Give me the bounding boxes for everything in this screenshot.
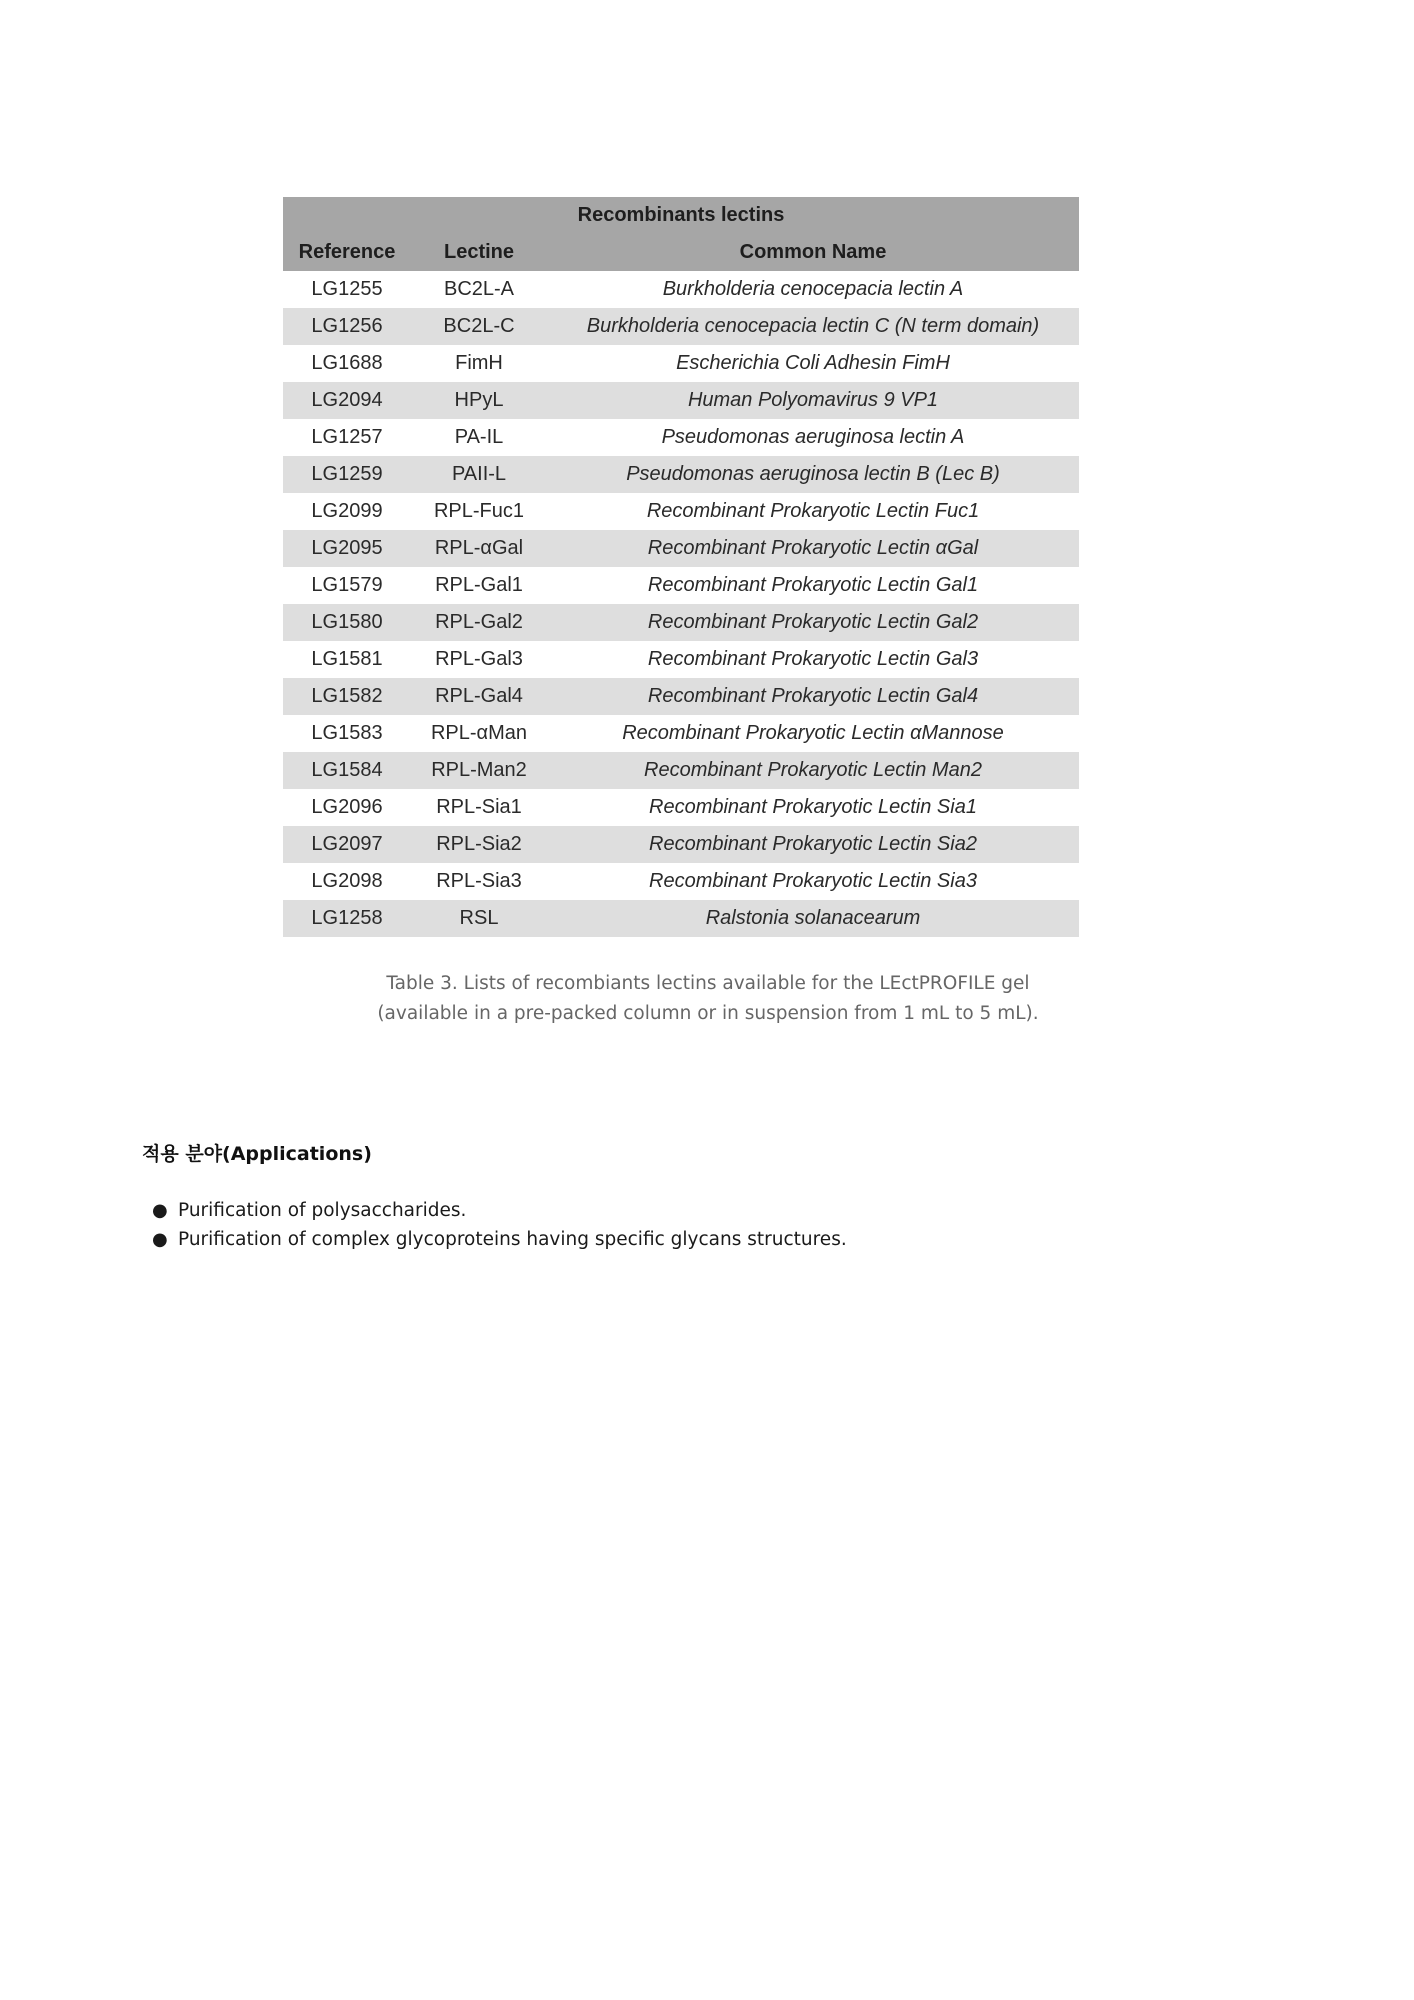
column-header-lectine: Lectine xyxy=(411,234,547,271)
cell-reference: LG1581 xyxy=(283,641,411,678)
cell-lectine: RPL-Gal1 xyxy=(411,567,547,604)
table-row xyxy=(283,271,1079,308)
cell-lectine: RPL-Gal3 xyxy=(411,641,547,678)
cell-reference: LG1258 xyxy=(283,900,411,937)
cell-common-name: Recombinant Prokaryotic Lectin αMannose xyxy=(547,715,1079,752)
cell-reference: LG2094 xyxy=(283,382,411,419)
cell-lectine: RPL-Man2 xyxy=(411,752,547,789)
cell-common-name: Recombinant Prokaryotic Lectin Sia2 xyxy=(547,826,1079,863)
table-body xyxy=(283,271,1079,937)
table-row xyxy=(283,604,1079,641)
table-row xyxy=(283,752,1079,789)
table-row xyxy=(283,567,1079,604)
list-item-text: Purification of polysaccharides. xyxy=(178,1200,467,1221)
table-title-row xyxy=(283,197,1079,234)
table-row xyxy=(283,345,1079,382)
cell-common-name: Recombinant Prokaryotic Lectin Gal2 xyxy=(547,604,1079,641)
table-row xyxy=(283,308,1079,345)
bullet-icon: ● xyxy=(152,1229,168,1250)
cell-reference: LG1257 xyxy=(283,419,411,456)
cell-common-name: Recombinant Prokaryotic Lectin Fuc1 xyxy=(547,493,1079,530)
cell-common-name: Burkholderia cenocepacia lectin C (N term domain) xyxy=(547,308,1079,345)
bullet-icon: ● xyxy=(152,1200,168,1221)
cell-common-name: Recombinant Prokaryotic Lectin Gal3 xyxy=(547,641,1079,678)
cell-common-name: Recombinant Prokaryotic Lectin Gal1 xyxy=(547,567,1079,604)
cell-lectine: HPyL xyxy=(411,382,547,419)
cell-reference: LG2095 xyxy=(283,530,411,567)
cell-lectine: BC2L-C xyxy=(411,308,547,345)
cell-common-name: Burkholderia cenocepacia lectin A xyxy=(547,271,1079,308)
cell-reference: LG2099 xyxy=(283,493,411,530)
table-header-row xyxy=(283,234,1079,271)
cell-lectine: RPL-Gal4 xyxy=(411,678,547,715)
cell-common-name: Pseudomonas aeruginosa lectin B (Lec B) xyxy=(547,456,1079,493)
cell-lectine: PAII-L xyxy=(411,456,547,493)
cell-common-name: Recombinant Prokaryotic Lectin Gal4 xyxy=(547,678,1079,715)
cell-common-name: Recombinant Prokaryotic Lectin Sia3 xyxy=(547,863,1079,900)
cell-lectine: RPL-αMan xyxy=(411,715,547,752)
table-row xyxy=(283,863,1079,900)
cell-common-name: Pseudomonas aeruginosa lectin A xyxy=(547,419,1079,456)
applications-list xyxy=(142,1196,847,1254)
cell-reference: LG1688 xyxy=(283,345,411,382)
cell-common-name: Recombinant Prokaryotic Lectin αGal xyxy=(547,530,1079,567)
cell-reference: LG2098 xyxy=(283,863,411,900)
cell-reference: LG1580 xyxy=(283,604,411,641)
cell-common-name: Ralstonia solanacearum xyxy=(547,900,1079,937)
column-header-reference: Reference xyxy=(283,234,411,271)
cell-common-name: Escherichia Coli Adhesin FimH xyxy=(547,345,1079,382)
recombinant-lectins-table xyxy=(283,197,1079,937)
table-row xyxy=(283,826,1079,863)
cell-lectine: BC2L-A xyxy=(411,271,547,308)
table-caption xyxy=(283,969,1133,1029)
list-item-text: Purification of complex glycoproteins having specific glycans structures. xyxy=(178,1229,847,1250)
list-item xyxy=(142,1225,847,1254)
cell-reference: LG1256 xyxy=(283,308,411,345)
table-row xyxy=(283,900,1079,937)
table-row xyxy=(283,493,1079,530)
cell-lectine: RPL-Fuc1 xyxy=(411,493,547,530)
table-row xyxy=(283,789,1079,826)
cell-reference: LG1584 xyxy=(283,752,411,789)
caption-line-2: (available in a pre-packed column or in suspension from 1 mL to 5 mL). xyxy=(377,1003,1039,1024)
cell-lectine: RPL-Sia1 xyxy=(411,789,547,826)
cell-reference: LG2097 xyxy=(283,826,411,863)
applications-heading: 적용 분야(Applications) xyxy=(142,1143,372,1165)
table-row xyxy=(283,419,1079,456)
table-title: Recombinants lectins xyxy=(283,197,1079,234)
caption-line-1: Table 3. Lists of recombiants lectins available for the LEctPROFILE gel xyxy=(386,973,1030,994)
cell-lectine: RPL-Sia2 xyxy=(411,826,547,863)
cell-reference: LG2096 xyxy=(283,789,411,826)
table-row xyxy=(283,678,1079,715)
cell-lectine: RPL-Gal2 xyxy=(411,604,547,641)
cell-lectine: RPL-Sia3 xyxy=(411,863,547,900)
cell-reference: LG1255 xyxy=(283,271,411,308)
table-row xyxy=(283,382,1079,419)
table-row xyxy=(283,715,1079,752)
list-item xyxy=(142,1196,847,1225)
cell-reference: LG1583 xyxy=(283,715,411,752)
cell-lectine: PA-IL xyxy=(411,419,547,456)
table-row xyxy=(283,456,1079,493)
cell-reference: LG1579 xyxy=(283,567,411,604)
column-header-common-name: Common Name xyxy=(547,234,1079,271)
table-row xyxy=(283,641,1079,678)
cell-reference: LG1259 xyxy=(283,456,411,493)
cell-lectine: RPL-αGal xyxy=(411,530,547,567)
cell-lectine: FimH xyxy=(411,345,547,382)
cell-common-name: Human Polyomavirus 9 VP1 xyxy=(547,382,1079,419)
cell-lectine: RSL xyxy=(411,900,547,937)
table-row xyxy=(283,530,1079,567)
cell-common-name: Recombinant Prokaryotic Lectin Man2 xyxy=(547,752,1079,789)
cell-reference: LG1582 xyxy=(283,678,411,715)
cell-common-name: Recombinant Prokaryotic Lectin Sia1 xyxy=(547,789,1079,826)
